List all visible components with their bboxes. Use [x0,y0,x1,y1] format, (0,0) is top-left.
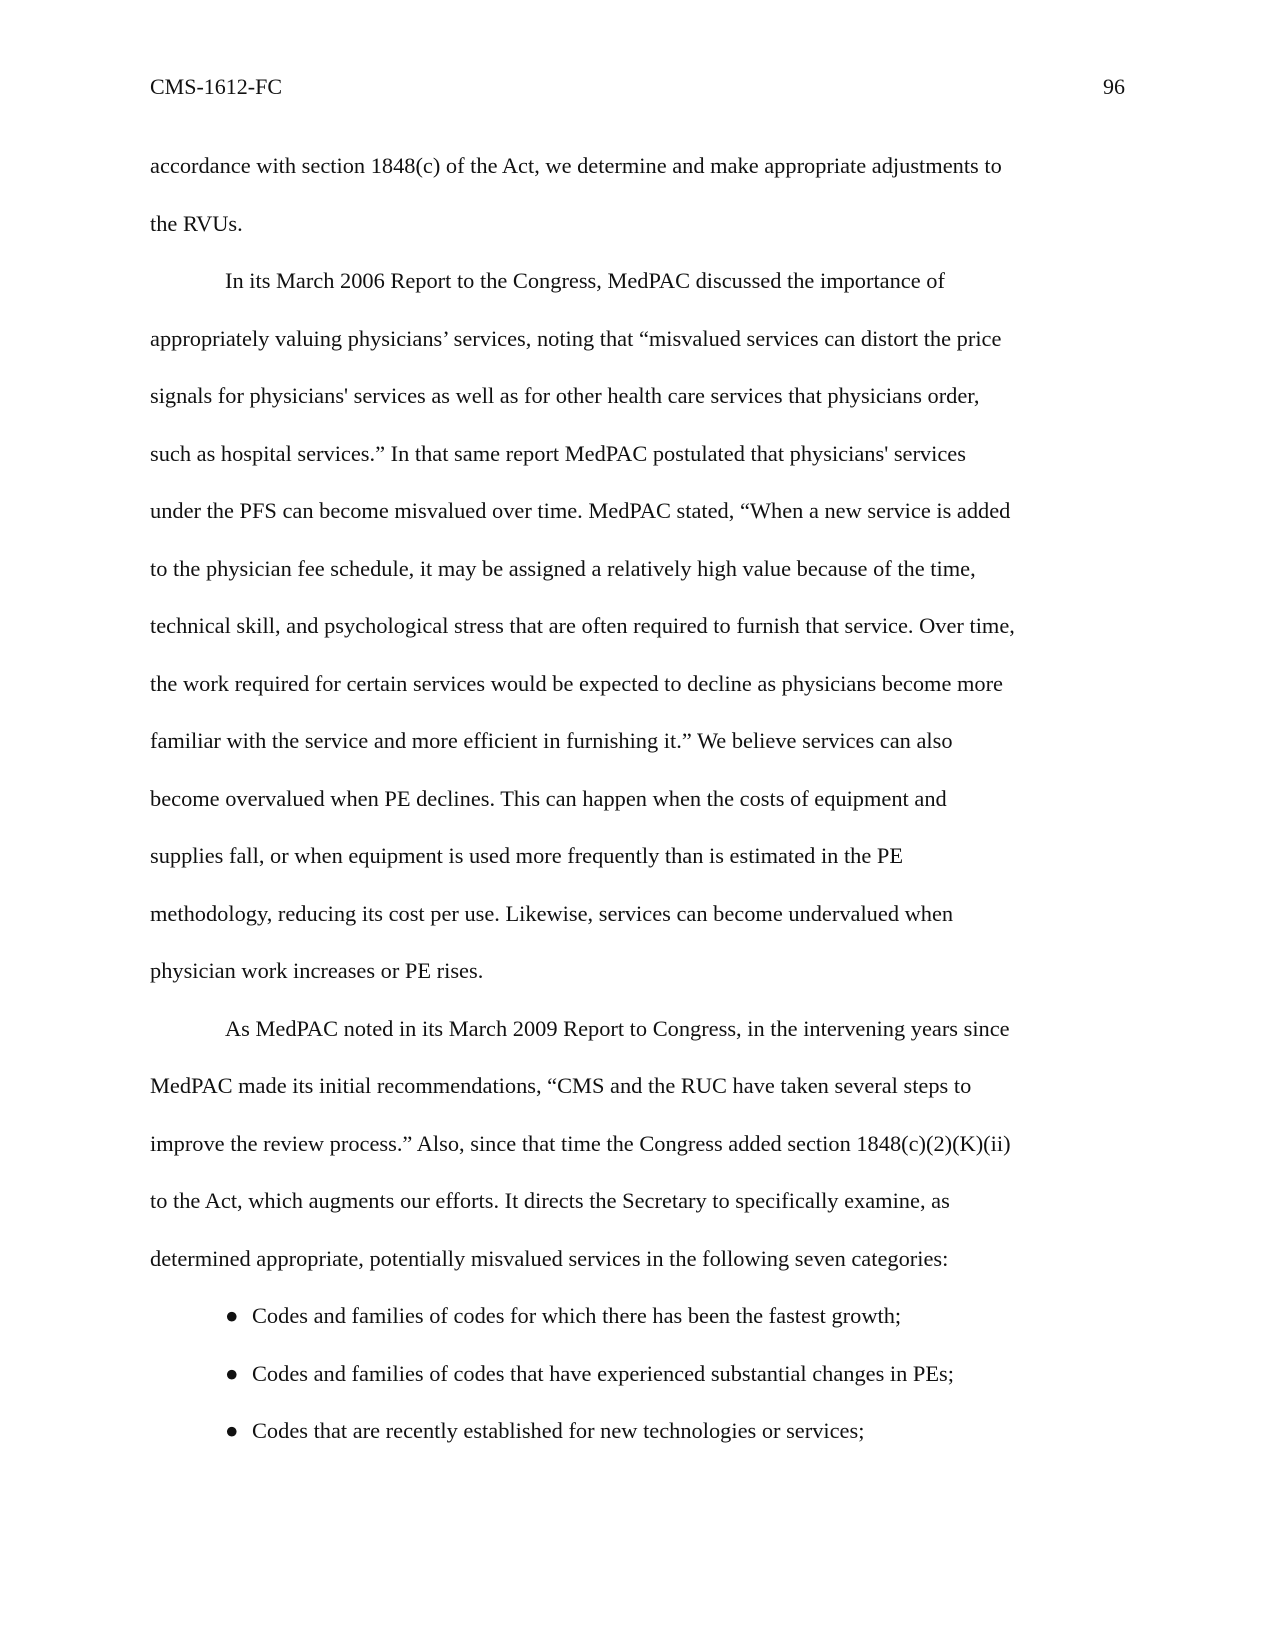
text-line: the work required for certain services would be expected to decline as physicians become more [150,670,1003,696]
text-line: the RVUs. [150,210,243,236]
page-header [150,72,1125,102]
document-body [150,137,1135,1460]
text-line: accordance with section 1848(c) of the Act, we determine and make appropriate adjustments to [150,153,1002,178]
bullet-icon: ● [225,1303,239,1328]
paragraph-first-line: In its March 2006 Report to the Congress, MedPAC discussed the importance of [225,268,945,293]
bullet-text: Codes and families of codes that have experienced substantial changes in PEs; [252,1360,954,1386]
text-line: MedPAC made its initial recommendations, “CMS and the RUC have taken several steps to [150,1073,972,1098]
text-line: physician work increases or PE rises. [150,958,484,983]
text-line: such as hospital services.” In that same report MedPAC postulated that physicians' services [150,440,966,466]
bullet-text: Codes and families of codes for which there has been the fastest growth; [252,1303,902,1328]
text-line: to the physician fee schedule, it may be assigned a relatively high value because of the time, [150,555,976,581]
text-line: improve the review process.” Also, since that time the Congress added section 1848(c)(2)(K)(ii) [150,1130,1011,1156]
text-line: familiar with the service and more efficient in furnishing it.” We believe services can also [150,728,953,753]
bullet-item [150,1287,1135,1345]
text-line: methodology, reducing its cost per use. Likewise, services can become undervalued when [150,900,954,926]
text-line: signals for physicians' services as well as for other health care services that physicians order, [150,383,980,408]
bullet-icon: ● [225,1418,239,1443]
bullet-text: Codes that are recently established for new technologies or services; [252,1418,865,1443]
text-line: supplies fall, or when equipment is used more frequently than is estimated in the PE [150,843,904,868]
text-line: to the Act, which augments our efforts. It directs the Secretary to specifically examine, as [150,1188,950,1213]
page-number: 96 [1103,74,1125,99]
text-line: become overvalued when PE declines. This can happen when the costs of equipment and [150,785,947,811]
text-line: determined appropriate, potentially misvalued services in the following seven categories: [150,1245,949,1271]
text-line: technical skill, and psychological stress that are often required to furnish that service. Over time, [150,613,1015,638]
bullet-item [150,1345,1135,1403]
bullet-item [150,1402,1135,1460]
paragraph-first-line: As MedPAC noted in its March 2009 Report to Congress, in the intervening years since [225,1015,1010,1041]
document-id: CMS-1612-FC [150,74,283,99]
text-line: appropriately valuing physicians’ services, noting that “misvalued services can distort the price [150,325,1002,351]
text-line: under the PFS can become misvalued over time. MedPAC stated, “When a new service is added [150,498,1011,523]
bullet-icon: ● [225,1360,239,1386]
